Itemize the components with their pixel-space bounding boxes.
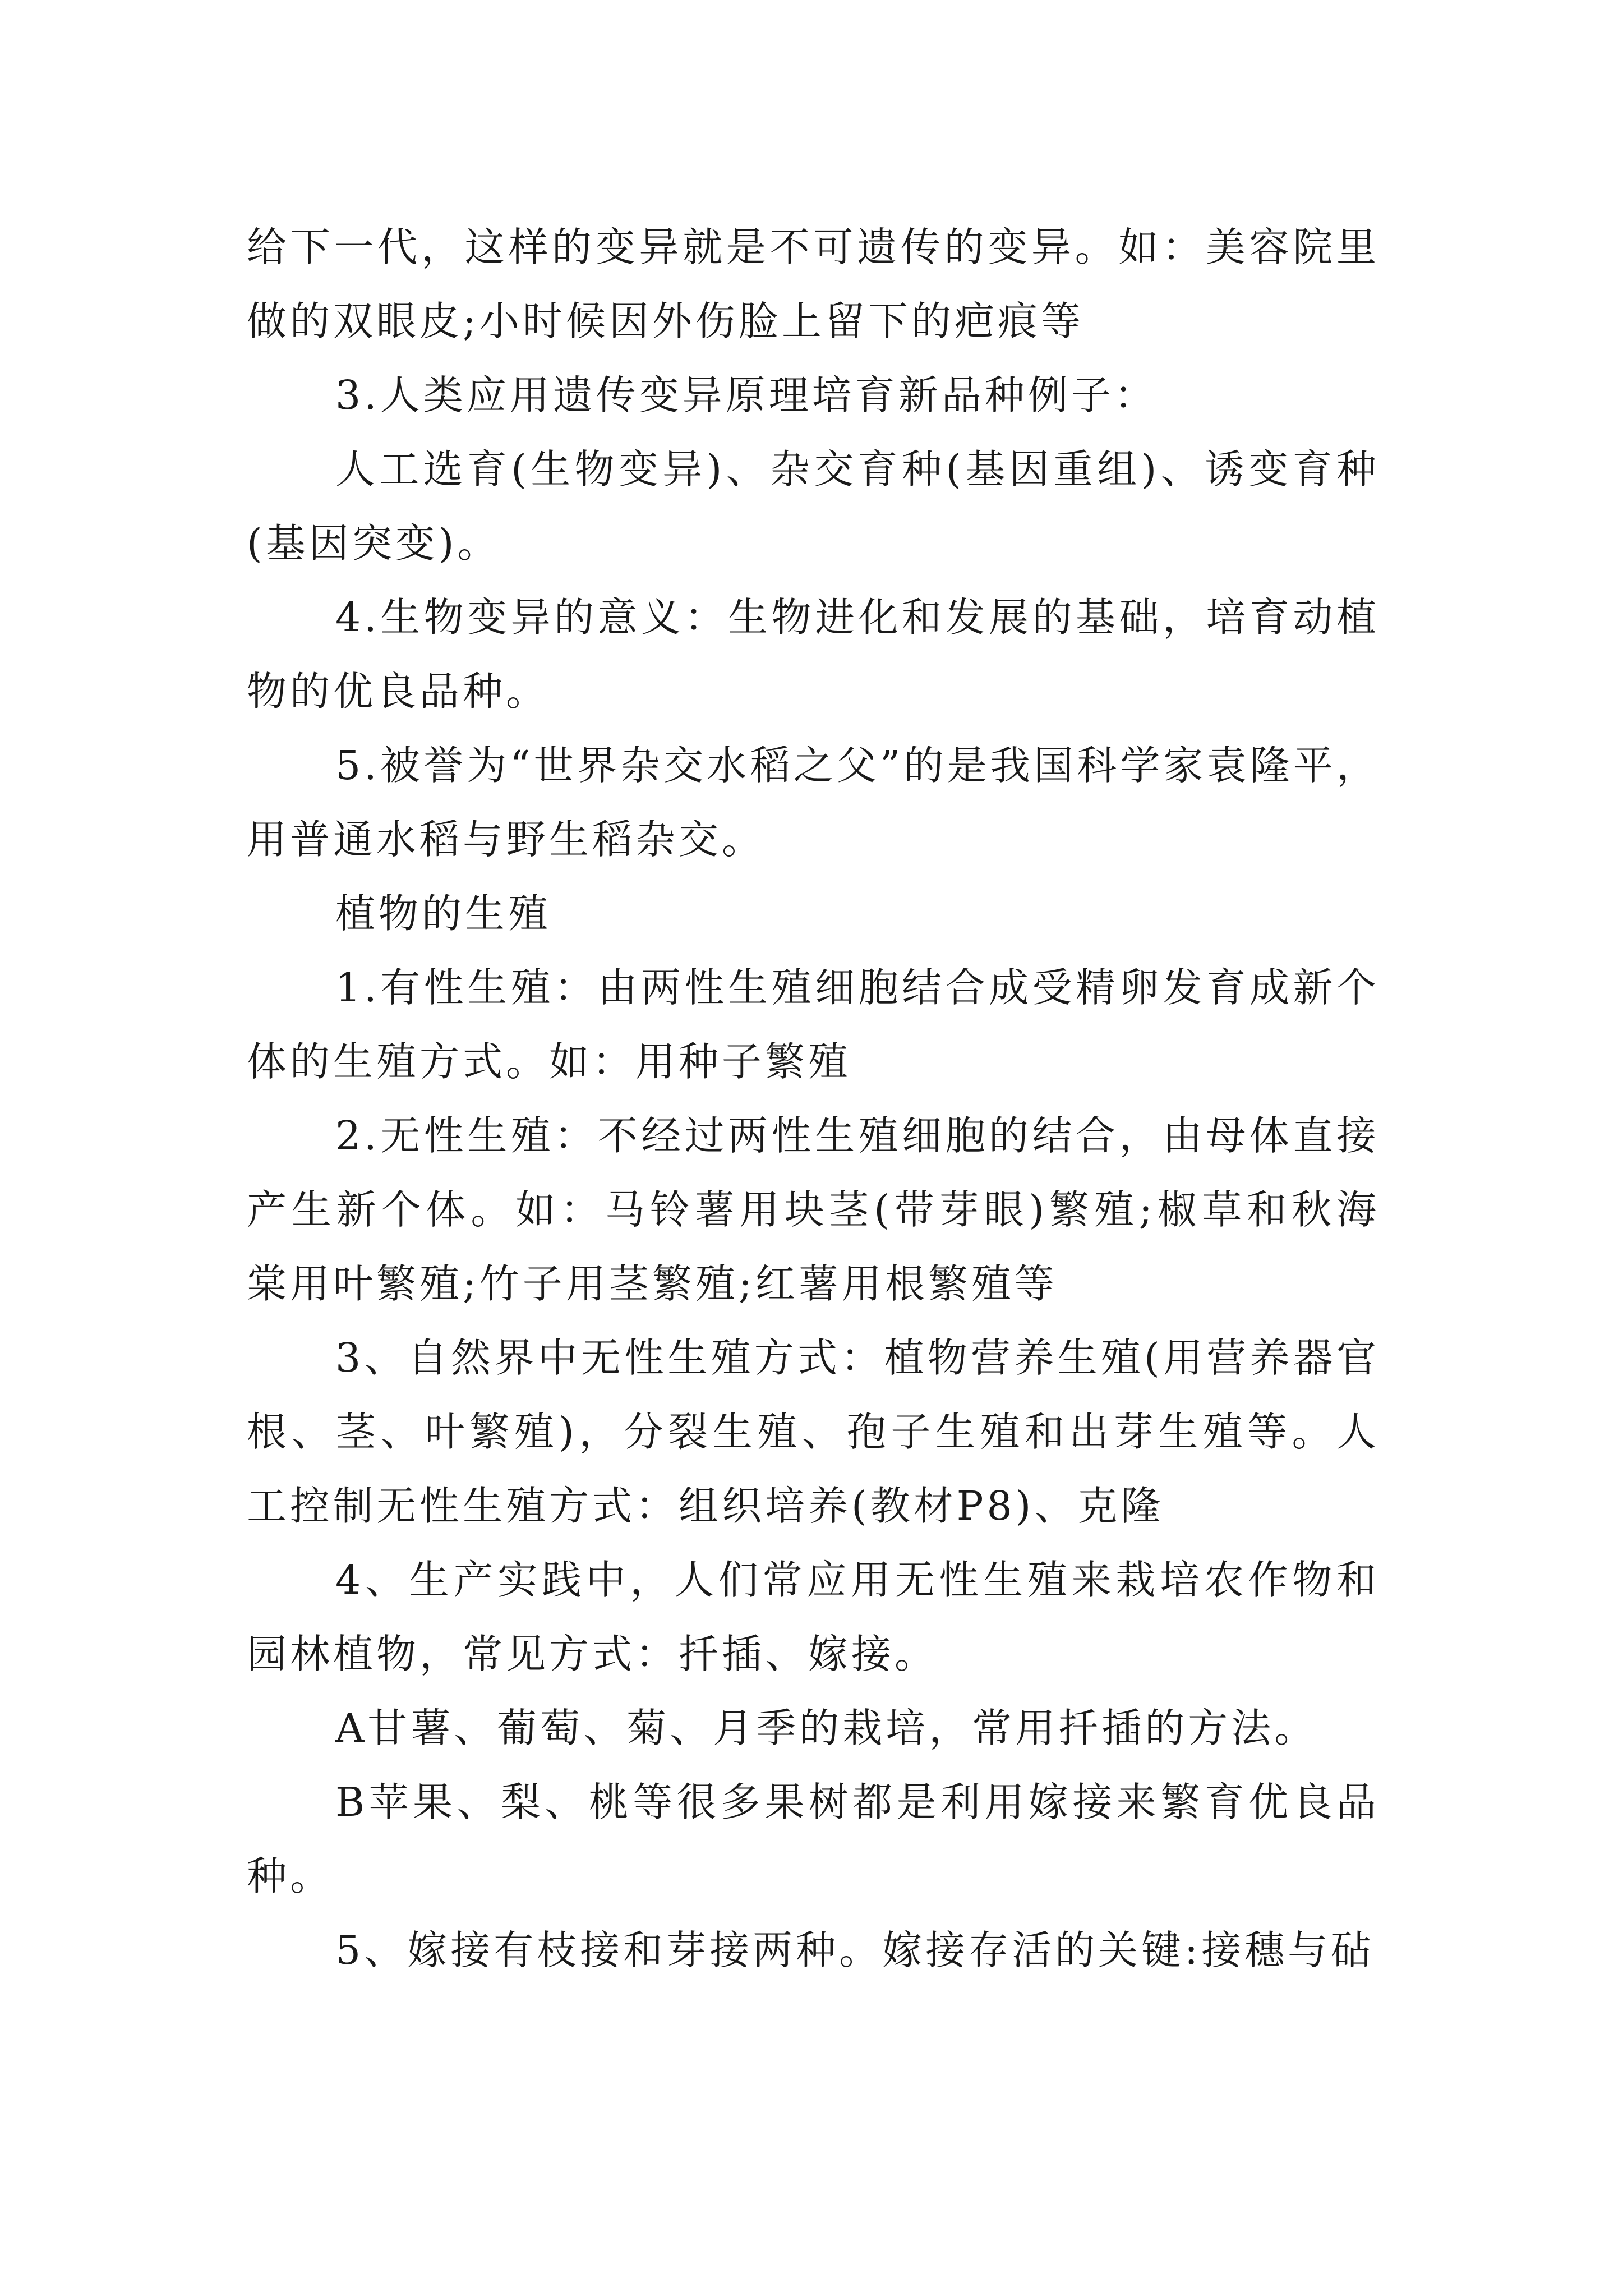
paragraph-4: 4.生物变异的意义：生物进化和发展的基础，培育动植物的优良品种。 bbox=[247, 594, 1380, 715]
paragraph-10: 4、生产实践中，人们常应用无性生殖来栽培农作物和园林植物，常见方式：扦插、嫁接。 bbox=[247, 1557, 1380, 1677]
document-body bbox=[247, 210, 1380, 1987]
paragraph-2: 3.人类应用遗传变异原理培育新品种例子： bbox=[335, 372, 1158, 418]
paragraph-13: 5、嫁接有枝接和芽接两种。嫁接存活的关键:接穗与砧 bbox=[335, 1927, 1375, 1973]
paragraph-1: 给下一代，这样的变异就是不可遗传的变异。如：美容院里做的双眼皮;小时候因外伤脸上留下的疤痕等 bbox=[247, 224, 1380, 344]
paragraph-8: 2.无性生殖：不经过两性生殖细胞的结合，由母体直接产生新个体。如：马铃薯用块茎(带芽眼)繁殖;椒草和秋海棠用叶繁殖;竹子用茎繁殖;红薯用根繁殖等 bbox=[247, 1112, 1380, 1307]
paragraph-9: 3、自然界中无性生殖方式：植物营养生殖(用营养器官根、茎、叶繁殖)，分裂生殖、孢子生殖和出芽生殖等。人工控制无性生殖方式：组织培养(教材P8)、克隆 bbox=[247, 1335, 1380, 1529]
paragraph-12: B苹果、梨、桃等很多果树都是利用嫁接来繁育优良品种。 bbox=[247, 1779, 1380, 1899]
paragraph-11: A甘薯、葡萄、菊、月季的栽培，常用扦插的方法。 bbox=[335, 1705, 1318, 1751]
paragraph-5: 5.被誉为“世界杂交水稻之父”的是我国科学家袁隆平，用普通水稻与野生稻杂交。 bbox=[247, 742, 1380, 863]
section-heading: 植物的生殖 bbox=[335, 890, 552, 937]
paragraph-7: 1.有性生殖：由两性生殖细胞结合成受精卵发育成新个体的生殖方式。如：用种子繁殖 bbox=[247, 964, 1380, 1085]
paragraph-3: 人工选育(生物变异)、杂交育种(基因重组)、诱变育种(基因突变)。 bbox=[247, 446, 1380, 567]
